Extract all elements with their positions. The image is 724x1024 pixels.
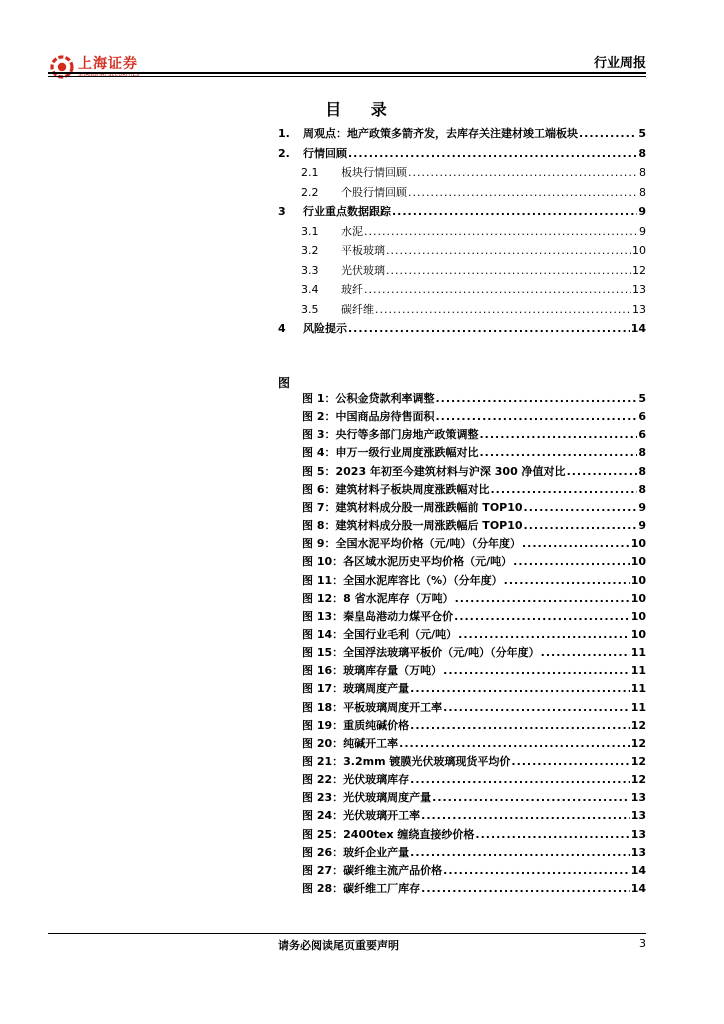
footer-rule — [48, 933, 646, 934]
figure-leader-dots — [455, 592, 630, 606]
figure-entry[interactable] — [302, 864, 646, 878]
figure-entry[interactable] — [302, 682, 646, 696]
toc-leader-dots — [386, 244, 631, 258]
toc-entry-page: 8 — [639, 185, 646, 199]
toc-entry-number: 2.2 — [301, 185, 319, 199]
figure-entry[interactable] — [302, 664, 646, 678]
figure-leader-dots — [410, 846, 630, 860]
figure-entry[interactable] — [302, 537, 646, 551]
toc-entry-page: 12 — [632, 263, 646, 277]
figure-entry[interactable] — [302, 846, 646, 860]
figure-entry-page: 9 — [638, 519, 646, 533]
toc-leader-dots — [348, 147, 637, 161]
toc-entry-page: 9 — [639, 224, 646, 238]
figure-leader-dots — [432, 791, 630, 805]
toc-entry[interactable] — [301, 225, 646, 239]
figure-leader-dots — [524, 519, 638, 533]
toc-entry-number: 3.4 — [301, 283, 319, 296]
page-number: 3 — [639, 937, 646, 950]
figure-entry-page: 11 — [630, 646, 646, 660]
toc-leader-dots — [364, 283, 631, 297]
figure-leader-dots — [410, 719, 630, 733]
figure-entry-label: 图 6：建筑材料子板块周度涨跌幅对比 — [302, 482, 490, 496]
figure-entry[interactable] — [302, 628, 646, 642]
footer-disclaimer: 请务必阅读尾页重要声明 — [278, 939, 399, 952]
figure-entry-page: 14 — [630, 882, 646, 896]
figure-leader-dots — [490, 483, 637, 497]
toc-entry-label: 风险提示 — [303, 322, 347, 335]
brand-name-cn: 上海证券 — [78, 55, 138, 72]
figure-entry-label: 图 15：全国浮法玻璃平板价（元/吨）（分年度） — [302, 646, 540, 660]
figure-entry-page: 13 — [630, 845, 646, 859]
toc-entry-number: 3.3 — [301, 263, 319, 277]
figure-leader-dots — [435, 410, 637, 424]
toc-entry-label: 板块行情回顾 — [341, 166, 407, 179]
toc-entry-label: 光伏玻璃 — [341, 263, 385, 277]
brand-name-en: SHANGHAI SECURITIES — [78, 71, 140, 78]
figure-entry[interactable] — [302, 392, 646, 406]
figure-leader-dots — [458, 628, 630, 642]
figure-entry[interactable] — [302, 737, 646, 751]
report-type: 行业周报 — [593, 56, 646, 71]
figure-leader-dots — [399, 737, 630, 751]
figure-entry-label: 图 26：玻纤企业产量 — [302, 845, 410, 859]
toc-entry-label: 平板玻璃 — [341, 244, 385, 257]
figure-entry[interactable] — [302, 483, 646, 497]
figure-entry[interactable] — [302, 428, 646, 442]
toc-entry[interactable] — [278, 322, 646, 336]
figure-entry[interactable] — [302, 410, 646, 424]
figure-entry-label: 图 5：2023 年初至今建筑材料与沪深 300 净值对比 — [302, 464, 566, 478]
toc-entry-page: 13 — [632, 302, 646, 316]
figure-entry[interactable] — [302, 519, 646, 533]
figure-entry-label: 图 22：光伏玻璃库存 — [302, 773, 410, 787]
toc-entry-label: 周观点：地产政策多箭齐发，去库存关注建材竣工端板块 — [303, 127, 578, 140]
figure-entry-label: 图 10：各区域水泥历史平均价格（元/吨） — [302, 555, 513, 569]
figure-leader-dots — [475, 828, 629, 842]
toc-entry-page: 5 — [638, 127, 646, 140]
figure-entry[interactable] — [302, 592, 646, 606]
figure-entry-label: 图 7：建筑材料成分股一周涨跌幅前 TOP10 — [302, 500, 523, 514]
figure-leader-dots — [504, 574, 630, 588]
figure-leader-dots — [511, 755, 629, 769]
figure-entry[interactable] — [302, 555, 646, 569]
toc-leader-dots — [364, 225, 638, 239]
toc-leader-dots — [348, 322, 630, 336]
toc-entry-page: 10 — [632, 244, 646, 257]
figure-entry-page: 10 — [630, 591, 646, 605]
toc-entry-page: 9 — [638, 205, 646, 218]
figure-entry-page: 12 — [630, 736, 646, 750]
figure-entry-page: 6 — [638, 428, 646, 442]
header-rule — [48, 72, 646, 74]
figure-entry-page: 11 — [630, 664, 646, 678]
toc-leader-dots — [386, 264, 631, 278]
toc-leader-dots — [579, 127, 637, 141]
figure-entry[interactable] — [302, 646, 646, 660]
figure-entry-label: 图 17：玻璃周度产量 — [302, 682, 410, 696]
figure-entry-label: 图 4：申万一级行业周度涨跌幅对比 — [302, 446, 479, 460]
toc-entry-number: 3.5 — [301, 302, 319, 316]
figure-leader-dots — [524, 501, 638, 515]
figure-entry[interactable] — [302, 755, 646, 769]
figure-entry-page: 12 — [630, 773, 646, 787]
toc-entry-label: 个股行情回顾 — [341, 185, 407, 199]
toc-entry-label: 水泥 — [341, 224, 363, 238]
toc-leader-dots — [392, 205, 637, 219]
toc-leader-dots — [375, 303, 631, 317]
figure-entry[interactable] — [302, 446, 646, 460]
figure-entry-label: 图 3：央行等多部门房地产政策调整 — [302, 428, 479, 442]
figure-entry[interactable] — [302, 574, 646, 588]
figure-entry-page: 10 — [630, 537, 646, 551]
figure-entry[interactable] — [302, 882, 646, 896]
figure-entry-label: 图 11：全国水泥库容比（%）（分年度） — [302, 573, 503, 587]
figure-leader-dots — [421, 882, 630, 896]
toc-entry-number: 2. — [278, 146, 290, 160]
figure-entry-label: 图 14：全国行业毛利（元/吨） — [302, 627, 458, 641]
toc-entry[interactable] — [301, 186, 646, 200]
figure-leader-dots — [410, 682, 630, 696]
figure-leader-dots — [421, 809, 630, 823]
toc-entry-number: 1. — [278, 127, 290, 140]
toc-entry-label: 碳纤维 — [341, 302, 374, 316]
toc-entry[interactable] — [278, 147, 646, 161]
figure-entry-label: 图 24：光伏玻璃开工率 — [302, 809, 421, 823]
figure-entry-label: 图 18：平板玻璃周度开工率 — [302, 700, 443, 714]
toc-entry[interactable] — [301, 303, 646, 317]
figure-entry[interactable] — [302, 773, 646, 787]
figure-entry-page: 10 — [630, 627, 646, 641]
figure-entry-label: 图 20：纯碱开工率 — [302, 736, 399, 750]
figure-entry[interactable] — [302, 719, 646, 733]
figure-entry-page: 12 — [630, 755, 646, 768]
figure-leader-dots — [435, 392, 637, 406]
figure-entry[interactable] — [302, 809, 646, 823]
figure-entry-label: 图 2：中国商品房待售面积 — [302, 410, 435, 424]
figure-entry-page: 9 — [638, 500, 646, 514]
figure-leader-dots — [410, 773, 630, 787]
toc-entry-label: 玻纤 — [341, 283, 363, 296]
figure-leader-dots — [443, 664, 630, 678]
figure-entry-page: 11 — [630, 700, 646, 714]
figure-entry-page: 6 — [638, 410, 646, 424]
figure-entry-page: 13 — [630, 827, 646, 841]
figure-leader-dots — [479, 428, 637, 442]
figure-entry-page: 13 — [630, 791, 646, 805]
figure-entry-label: 图 21：3.2mm 镀膜光伏玻璃现货平均价 — [302, 755, 511, 768]
figure-entry[interactable] — [302, 701, 646, 715]
toc-entry[interactable] — [278, 205, 646, 219]
header-rule-thin — [48, 76, 646, 77]
figure-entry-page: 10 — [630, 573, 646, 587]
figure-entry-page: 8 — [638, 446, 646, 460]
figure-entry-label: 图 9：全国水泥平均价格（元/吨）（分年度） — [302, 537, 521, 551]
figure-entry-page: 13 — [630, 809, 646, 823]
toc-entry-number: 3 — [278, 205, 286, 218]
figure-entry[interactable] — [302, 610, 646, 624]
toc-entry[interactable] — [301, 283, 646, 297]
figure-leader-dots — [443, 864, 630, 878]
figure-entry-page: 5 — [638, 392, 646, 405]
figure-entry-label: 图 19：重质纯碱价格 — [302, 718, 410, 732]
toc-entry-number: 3.1 — [301, 224, 319, 238]
figure-leader-dots — [513, 555, 630, 569]
figure-leader-dots — [443, 701, 630, 715]
figure-entry-label: 图 23：光伏玻璃周度产量 — [302, 791, 432, 805]
toc-entry[interactable] — [301, 264, 646, 278]
toc-leader-dots — [408, 166, 638, 180]
figure-entry-label: 图 13：秦皇岛港动力煤平仓价 — [302, 609, 454, 623]
toc-entry-number: 2.1 — [301, 166, 319, 179]
toc-entry-page: 8 — [639, 166, 646, 179]
toc-entry[interactable] — [301, 166, 646, 180]
figure-leader-dots — [479, 446, 637, 460]
toc-entry-number: 4 — [278, 322, 286, 335]
figure-entry[interactable] — [302, 465, 646, 479]
figure-entry-page: 12 — [630, 718, 646, 732]
toc-entry[interactable] — [278, 127, 646, 141]
figures-heading: 图 — [278, 376, 291, 390]
figure-entry[interactable] — [302, 791, 646, 805]
figure-entry-page: 8 — [638, 464, 646, 478]
figure-entry-label: 图 16：玻璃库存量（万吨） — [302, 664, 443, 678]
figure-entry-page: 11 — [630, 682, 646, 696]
toc-entry-page: 8 — [638, 146, 646, 160]
figure-entry[interactable] — [302, 501, 646, 515]
figure-leader-dots — [541, 646, 630, 660]
toc-entry-page: 14 — [630, 322, 646, 335]
toc-entry-label: 行业重点数据跟踪 — [303, 205, 391, 218]
figure-entry-label: 图 8：建筑材料成分股一周涨跌幅后 TOP10 — [302, 519, 523, 533]
figure-entry-label: 图 28：碳纤维工厂库存 — [302, 882, 421, 896]
figure-entry-label: 图 12：8 省水泥库存（万吨） — [302, 591, 454, 605]
figure-leader-dots — [522, 537, 630, 551]
figure-entry-page: 8 — [638, 482, 646, 496]
figure-entry-label: 图 25：2400tex 缠绕直接纱价格 — [302, 827, 475, 841]
toc-entry-label: 行情回顾 — [303, 146, 347, 160]
figure-entry-label: 图 27：碳纤维主流产品价格 — [302, 863, 443, 877]
figure-entry-page: 10 — [630, 555, 646, 569]
figure-entry-label: 图 1：公积金贷款利率调整 — [302, 392, 435, 405]
figure-entry-page: 14 — [630, 863, 646, 877]
toc-title: 目 录 — [325, 100, 399, 119]
figure-leader-dots — [567, 465, 638, 479]
figure-entry-page: 10 — [630, 609, 646, 623]
toc-leader-dots — [408, 186, 638, 200]
toc-entry[interactable] — [301, 244, 646, 258]
figure-entry[interactable] — [302, 828, 646, 842]
toc-entry-number: 3.2 — [301, 244, 319, 257]
figure-leader-dots — [454, 610, 630, 624]
toc-entry-page: 13 — [632, 283, 646, 296]
